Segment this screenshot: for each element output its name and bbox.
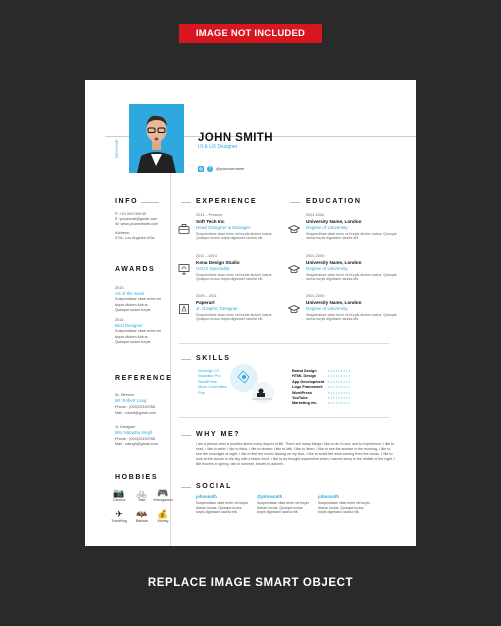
hobby-batman — [131, 509, 153, 523]
design-tools-icon — [178, 262, 190, 274]
education-item — [306, 213, 401, 241]
job-company: Soft Tech Inc — [196, 218, 225, 224]
education-heading: EDUCATION — [306, 198, 362, 205]
info-block — [115, 212, 158, 241]
education-item — [306, 294, 401, 322]
experience-heading: EXPERIENCE — [196, 198, 258, 205]
job-date: 2011 – 2014 — [196, 254, 217, 258]
reference-role: Jr. Designer — [115, 424, 136, 429]
social-handle-row — [198, 166, 244, 172]
info-email: E: youremail@gmail.com — [115, 217, 158, 222]
job-desc: Suspendisse vitae enim vel turpis dictum luctus. Quisque luctus turpis dignissim lacinia elit. — [196, 231, 273, 241]
edu-date: 2001-2004 — [306, 254, 325, 258]
reference-mail: Mail : natngh@gmail.com — [115, 442, 158, 447]
resume-page — [85, 80, 416, 546]
award-year: 2014 — [115, 318, 124, 323]
edu-school: University Name, London — [306, 218, 362, 224]
graduation-cap-icon — [288, 302, 300, 314]
edu-school: University Name, London — [306, 299, 362, 305]
skill-name: Marketing etc. — [292, 401, 318, 406]
edu-desc: Suspendisse vitae enim vel turpis dictum luctus. Quisque luctus turpis dignissim lacinia elit. — [306, 231, 397, 241]
reference-phone: Phone : (000)22439788 — [115, 405, 155, 410]
social-item — [196, 494, 250, 515]
bike-icon: 🚲 — [136, 488, 148, 498]
social-rule — [181, 487, 191, 488]
reference-block — [115, 393, 167, 448]
hobby-label: Money — [157, 519, 169, 523]
why-paragraph: I am a person who is positive about every aspect of life. There are many things I like to do, to see, and to experience. I like to read, I like to write; I like to think, I like to dream; I like to talk, I like to listen. I like to see the sunrise in the morning, I like to see the moonlight at night; I like to feel the music flowing on my face, I like to smell the wind coming from the ocean. I like to look at the clouds in the sky with a blank mind, I like to do thought experiment when I cannot sleep in the middle of the night. I like flowers in spring, rain in summer, leaves in autumn. — [196, 442, 396, 466]
hobby-bike — [131, 488, 153, 502]
skill-name: Logo Framework — [292, 385, 323, 390]
job-title: UI/UX Specialist — [196, 265, 230, 271]
image-not-included-badge: IMAGE NOT INCLUDED — [179, 24, 322, 43]
skill-name: Brand Design — [292, 369, 317, 373]
hobby-videogames — [152, 488, 174, 502]
hobby-label: Bike — [138, 498, 146, 502]
social-desc: Suspendisse vitae enim vel turpis dictum luctus. Quisque luctus turpis dignissim lacinia elit. — [318, 501, 370, 515]
hobby-label: Travelling — [111, 519, 127, 523]
edu-date: 2001-2004 — [306, 294, 325, 298]
skill-name: YouTube — [292, 396, 308, 401]
experience-item — [196, 254, 281, 282]
award-name: Best Designer — [115, 323, 143, 329]
job-title: Head Designer & Manager — [196, 224, 251, 230]
job-date: 2009 – 2011 — [196, 294, 217, 298]
award-name: Art of the week — [115, 291, 145, 297]
social-handle[interactable]: johnsmith — [318, 494, 339, 499]
award-year: 2015 — [115, 286, 124, 290]
info-phone: P: +01 000 000 00 — [115, 212, 147, 216]
skill-dots: • • • • • • • • • — [328, 385, 351, 390]
section-divider — [179, 343, 389, 344]
replace-image-caption: REPLACE IMAGE SMART OBJECT — [147, 577, 354, 589]
skill-dots: • • • • • • • • • — [328, 396, 351, 401]
software-item: Php — [198, 390, 205, 395]
hobby-money — [152, 509, 174, 523]
reference-role: Sr. Director — [115, 393, 134, 397]
column-divider — [170, 136, 171, 546]
social-item — [318, 494, 372, 515]
skill-dots: • • • • • • • • • — [328, 369, 351, 373]
edu-desc: Suspendisse vitae enim vel turpis dictum luctus. Quisque luctus turpis dignissim lacinia elit. — [306, 272, 397, 282]
money-icon: 💰 — [157, 509, 169, 519]
job-title: Jr. Graphic Designer — [196, 305, 238, 311]
section-divider — [179, 417, 389, 418]
hobby-camera — [108, 488, 130, 502]
pen-tool-icon — [178, 302, 190, 314]
info-address-label: Address: — [115, 230, 130, 235]
briefcase-icon — [178, 222, 190, 234]
social-handle[interactable]: johnsmith — [196, 494, 217, 499]
graduation-cap-icon — [288, 222, 300, 234]
camera-icon: 📷 — [113, 488, 125, 498]
software-item: InDesign CC — [198, 369, 220, 373]
skills-heading: SKILLS — [196, 355, 231, 362]
social-desc: Suspendisse vitae enim vel turpis dictum luctus. Quisque luctus turpis dignissim lacinia elit. — [257, 501, 309, 515]
reference-name: Mrs Natasha Singh — [115, 430, 153, 436]
skill-ratings — [328, 369, 350, 407]
social-heading: SOCIAL — [196, 483, 233, 490]
reference-name: Mr. Robert Lang — [115, 398, 147, 404]
skills-rule — [181, 359, 191, 360]
software-item: Illustrator Pro — [198, 374, 221, 379]
job-date: 2014 – Present — [196, 213, 222, 217]
edu-date: 2001-2004 — [306, 213, 325, 217]
facebook-icon: f — [207, 166, 213, 172]
skill-names — [292, 369, 324, 407]
skills-illustration — [230, 363, 290, 405]
edu-degree: Degree of University — [306, 265, 348, 271]
why-rule — [181, 435, 191, 436]
hobby-label: Camera — [112, 498, 126, 502]
software-item: Micro Controllers — [198, 385, 227, 390]
candidate-name: JOHN SMITH — [198, 132, 273, 144]
award-desc: Suspendisse vitae enim vel turpis dictum luctus. Quisque luctus turpis — [115, 297, 162, 312]
edu-school: University Name, London — [306, 259, 362, 265]
experience-item — [196, 294, 281, 322]
reference-heading: REFERENCE — [115, 375, 173, 382]
skill-name: WordPress — [292, 390, 312, 395]
info-rule — [141, 202, 159, 203]
edu-desc: Suspendisse vitae enim vel turpis dictum luctus. Quisque luctus turpis dignissim lacinia elit. — [306, 312, 397, 322]
job-company: Paperart — [196, 299, 215, 305]
batman-icon: 🦇 — [136, 509, 148, 519]
education-item — [306, 254, 401, 282]
plane-icon: ✈ — [115, 509, 123, 519]
social-item — [257, 494, 311, 515]
experience-item — [196, 213, 281, 241]
job-company: Kona Design Studio — [196, 259, 240, 265]
instagram-icon: ◎ — [199, 166, 203, 171]
hobby-label: Batman — [135, 519, 149, 523]
skill-dots: • • • • • • • • • — [328, 390, 351, 395]
hobby-travelling — [108, 509, 130, 523]
skill-dots: • • • • • • • • • — [328, 374, 351, 379]
info-address: 27/A, Los Angeles USA — [115, 235, 155, 240]
candidate-role: UI & UX Designer — [198, 144, 238, 150]
education-rule — [290, 202, 300, 203]
job-desc: Suspendisse vitae enim vel turpis dictum luctus. Quisque luctus turpis dignissim lacinia elit. — [196, 272, 273, 282]
software-list — [198, 369, 227, 396]
software-item: WordPress — [198, 379, 217, 384]
gamepad-icon: 🎮 — [157, 488, 169, 498]
awards-heading: AWARDS — [115, 266, 156, 273]
why-heading: WHY ME? — [196, 431, 241, 438]
hobbies-heading: HOBBIES — [115, 474, 159, 481]
hobby-label: Videogames — [153, 498, 173, 502]
skill-dots: • • • • • • • • • — [328, 401, 351, 406]
handle-text: @yourusername — [216, 167, 245, 171]
awards-block — [115, 286, 163, 345]
resume-vertical-label: RESUME — [114, 139, 119, 158]
edu-degree: Degree of University — [306, 305, 348, 311]
award-desc: Suspendisse vitae enim vel turpis dictum luctus. Quisque luctus turpis — [115, 329, 162, 344]
info-website: W: www.yourwebsite.com — [115, 222, 159, 227]
profile-photo — [129, 104, 184, 173]
edu-degree: Degree of University — [306, 224, 348, 230]
reference-phone: Phone : (000)22439788 — [115, 437, 155, 442]
info-heading: INFO — [115, 198, 139, 205]
experience-rule — [181, 202, 191, 203]
skill-name: App Development — [292, 379, 325, 384]
social-handle[interactable]: @johnsmith — [257, 494, 283, 499]
graduation-cap-icon — [288, 262, 300, 274]
social-desc: Suspendisse vitae enim vel turpis dictum luctus. Quisque luctus turpis dignissim lacinia elit. — [196, 501, 248, 515]
skill-name: HTML Design — [292, 374, 317, 379]
reference-mail: Mail : robert@gmail.com — [115, 410, 157, 415]
job-desc: Suspendisse vitae enim vel turpis dictum luctus. Quisque luctus turpis dignissim lacinia elit. — [196, 312, 273, 322]
skill-dots: • • • • • • • • • — [328, 379, 351, 384]
